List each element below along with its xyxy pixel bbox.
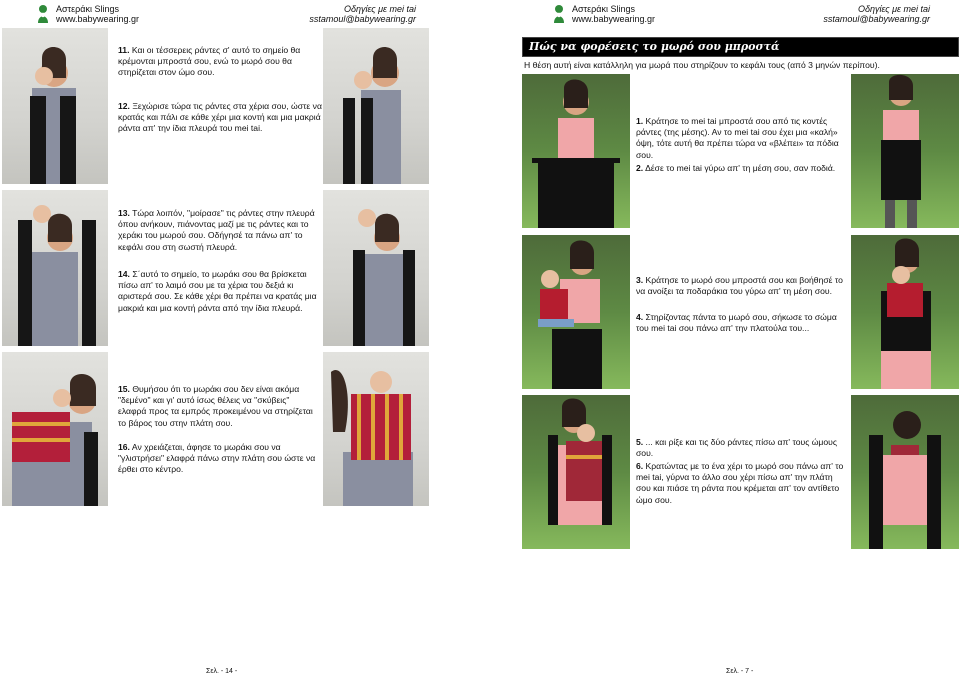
step-15-body: Θυμήσου ότι το μωράκι σου δεν είναι ακόμα "δεμένο" και γι' αυτό ίσως θέλεις να "σκύβεις" ελαφρά προς τα εμπρός προκειμένου να στηρίζεται το βάρος του στην πλάτη σου. xyxy=(118,384,313,428)
step-13-text xyxy=(118,208,318,253)
photo-step-16 xyxy=(323,352,429,506)
step-1-number: 1. xyxy=(636,116,644,126)
step-1-body: Κράτησε το mei tai μπροστά σου από τις κοντές ράντες (της μέσης). Αν το mei tai σου έχει μια «καλή» όψη, τότε αυτή θα πρέπει τώρα να «βλέπει» τα πόδια σου. xyxy=(636,116,839,160)
intro-text: Η θέση αυτή είναι κατάλληλη για μωρά που στηρίζουν το κεφάλι τους (από 3 μηνών περίπου). xyxy=(524,60,880,70)
step-12-number: 12. xyxy=(118,101,130,111)
step-1-text xyxy=(636,116,848,161)
footer-page-number: Σελ. - 14 - xyxy=(206,668,238,675)
header-email[interactable]: sstamoul@babywearing.gr xyxy=(309,14,416,24)
header-url[interactable]: www.babywearing.gr xyxy=(56,14,140,24)
step-16-body: Αν χρειάζεται, άφησε το μωράκι σου να "γλιστρήσει" ελαφρά πάνω στην πλάτη σου ώστε να έρθει στο κέντρο. xyxy=(118,442,316,475)
babywearing-logo-icon xyxy=(36,4,50,24)
header-guide-title: Οδηγίες με mei tai xyxy=(344,4,416,14)
step-6-body: Κρατώντας με το ένα χέρι το μωρό σου πάνω απ' το mei tai, γύρνα το άλλο σου χέρι πίσω απ' την πλάτη σου και πιάσε τη ράντα που κρέμεται απ' τον αντίθετο ώμο σου. xyxy=(636,461,844,505)
header-email[interactable]: sstamoul@babywearing.gr xyxy=(823,14,930,24)
photo-step-2 xyxy=(851,74,959,228)
babywearing-logo-icon xyxy=(552,4,566,24)
step-4-number: 4. xyxy=(636,312,644,322)
step-4-text xyxy=(636,312,848,334)
step-6-text xyxy=(636,461,848,506)
photo-step-11 xyxy=(2,28,108,184)
step-3-body: Κράτησε το μωρό σου μπροστά σου και βοήθησέ το να ανοίξει τα ποδαράκια του γύρω απ' τη μέση σου. xyxy=(636,275,843,297)
step-13-body: Τώρα λοιπόν, "μοίρασε" τις ράντες στην πλευρά όπου ανήκουν, πιάνοντας μαζί με τις ράντες και το χεράκι του μωρού σου. Οδήγησέ τα πάνω απ' το κεφάλι σου στη σωστή πλευρά. xyxy=(118,208,315,252)
photo-step-15 xyxy=(2,352,108,506)
photo-step-14 xyxy=(323,190,429,346)
step-3-text xyxy=(636,275,848,297)
step-11-number: 11. xyxy=(118,45,130,55)
step-16-number: 16. xyxy=(118,442,130,452)
step-13-number: 13. xyxy=(118,208,130,218)
step-15-number: 15. xyxy=(118,384,130,394)
step-4-body: Στηρίζοντας πάντα το μωρό σου, σήκωσε το σώμα του mei tai σου πάνω απ' την πλατούλα του... xyxy=(636,312,837,334)
photo-step-3 xyxy=(522,235,630,389)
step-15-text xyxy=(118,384,318,429)
header-guide-title: Οδηγίες με mei tai xyxy=(858,4,930,14)
photo-step-6 xyxy=(851,395,959,549)
step-12-text xyxy=(118,101,323,135)
step-12-body: Ξεχώρισε τώρα τις ράντες στα χέρια σου, ώστε να κρατάς και πάλι σε κάθε χέρι μια κοντή και μια μακριά ράντα απ' την ίδια πλευρά του mei tai. xyxy=(118,101,322,134)
step-5-body: ... και ρίξε και τις δύο ράντες πίσω απ' τους ώμους σου. xyxy=(636,437,838,459)
photo-step-12 xyxy=(323,28,429,184)
photo-step-5 xyxy=(522,395,630,549)
step-14-body: Σ΄αυτό το σημείο, το μωράκι σου θα βρίσκεται πίσω απ' το λαιμό σου με τα χέρια του δεξιά κι αριστερά σου. Σε κάθε χέρι θα πρέπει να κρατάς μια μακριά και μια κοντή ράντα από την ίδια πλευρά. xyxy=(118,269,317,313)
step-14-text xyxy=(118,269,318,314)
step-2-body: Δέσε το mei tai γύρω απ' τη μέση σου, σαν ποδιά. xyxy=(643,163,836,173)
step-2-number: 2. xyxy=(636,163,644,173)
step-3-number: 3. xyxy=(636,275,644,285)
step-16-text xyxy=(118,442,318,476)
header-brand: Αστεράκι Slings xyxy=(56,4,119,14)
step-2-text xyxy=(636,163,848,174)
step-5-text xyxy=(636,437,848,459)
step-14-number: 14. xyxy=(118,269,130,279)
photo-step-13 xyxy=(2,190,108,346)
header-brand: Αστεράκι Slings xyxy=(572,4,635,14)
footer-page-number: Σελ. - 7 - xyxy=(726,668,754,675)
section-banner: Πώς να φορέσεις το μωρό σου μπροστά xyxy=(522,37,959,57)
photo-step-4 xyxy=(851,235,959,389)
photo-step-1 xyxy=(522,74,630,228)
step-11-body: Και οι τέσσερεις ράντες σ' αυτό το σημείο θα κρέμονται μπροστά σου, ενώ το μωρό σου θα στηρίζεται στον ώμο σου. xyxy=(118,45,301,78)
step-6-number: 6. xyxy=(636,461,644,471)
step-11-text xyxy=(118,45,318,79)
header-url[interactable]: www.babywearing.gr xyxy=(572,14,656,24)
step-5-number: 5. xyxy=(636,437,644,447)
